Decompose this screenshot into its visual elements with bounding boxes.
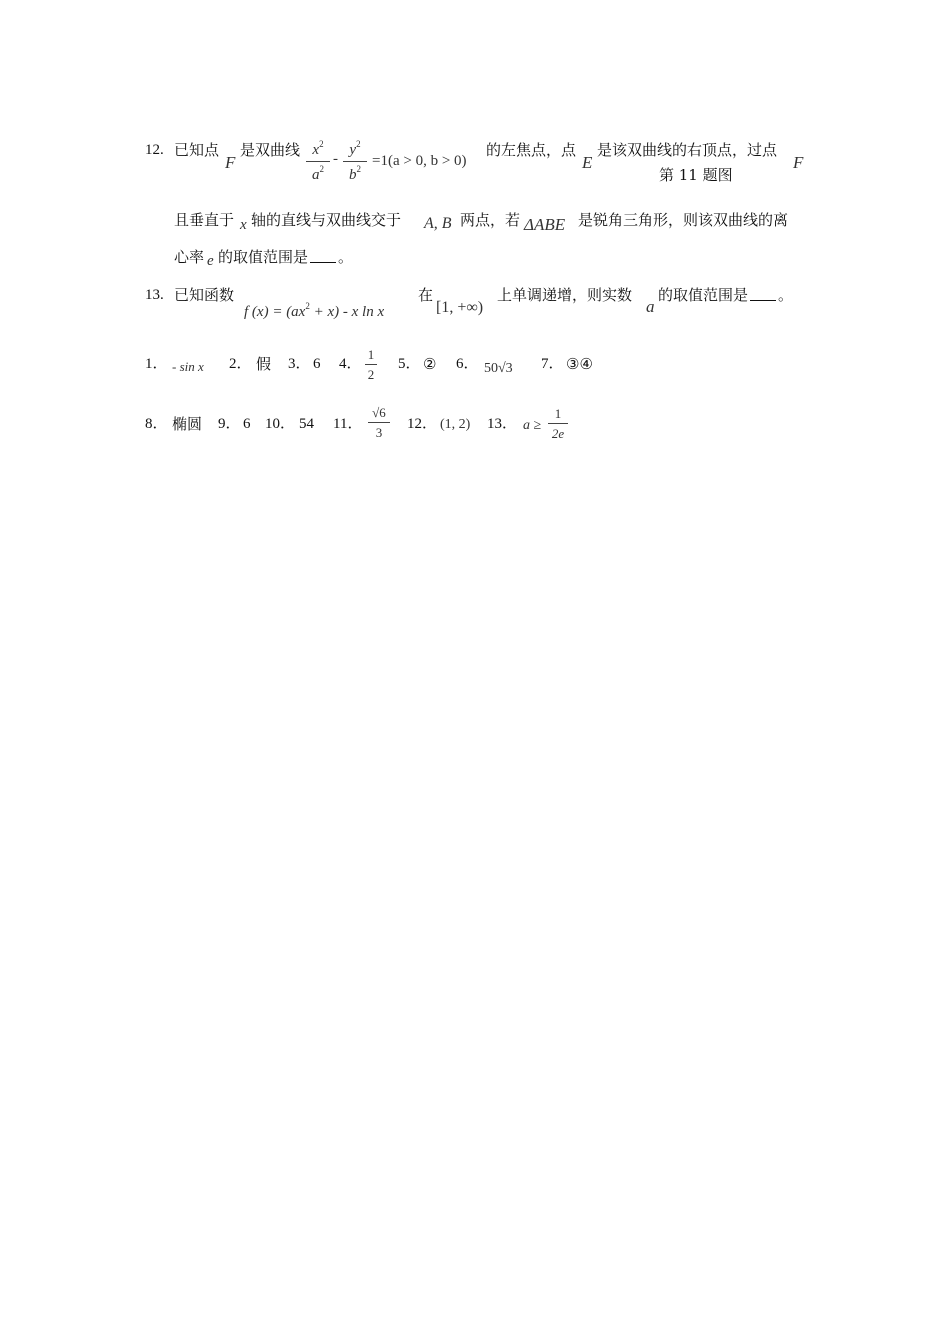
answer-2-label: 2． — [229, 356, 252, 372]
q13-text-known-func: 已知函数 — [174, 286, 235, 304]
answer-6-label: 6． — [456, 356, 479, 372]
q12-text-eccentricity: 心率 — [174, 248, 205, 266]
answer-3-label: 3． — [288, 356, 311, 372]
answer-4-denominator: 2 — [367, 367, 375, 382]
answer-9-label: 9． — [218, 416, 241, 432]
q12-text-range: 的取值范围是 。 — [218, 248, 354, 266]
answer-4-fraction — [365, 348, 377, 381]
answer-5-label: 5． — [398, 356, 421, 372]
q13-answer-blank — [750, 300, 776, 301]
q13-a: a — [646, 297, 655, 316]
q12-text-known-point: 已知点 — [174, 141, 220, 159]
answer-12-label: 12． — [407, 416, 438, 432]
answer-12-value: (1, 2) — [440, 417, 471, 432]
q12-text-acute: 是锐角三角形，则该双曲线的离 — [578, 211, 789, 229]
q12-text-perp: 且垂直于 — [174, 211, 235, 229]
answer-11-numerator: √6 — [372, 405, 386, 420]
q12-F-point: F — [793, 153, 804, 172]
q12-F: F — [225, 153, 236, 172]
q12-E: E — [582, 153, 593, 172]
q13-text-range: 的取值范围是 。 — [658, 286, 794, 304]
answer-11-fraction — [368, 406, 390, 439]
q12-points-AB: A, B — [424, 215, 452, 232]
answer-13-lhs: a ≥ — [523, 418, 542, 433]
answer-10-label: 10． — [265, 416, 296, 432]
answer-11-label: 11． — [333, 416, 363, 432]
q12-equation-condition: =1(a > 0, b > 0) — [372, 153, 467, 169]
answer-8-value: 椭圆 — [172, 415, 203, 433]
answer-13-numerator: 1 — [554, 406, 562, 421]
q12-text-two-points: 两点，若 — [460, 211, 521, 229]
q12-minus: - — [333, 151, 338, 167]
answer-1-value: - sin x — [172, 359, 204, 374]
answer-8-label: 8． — [145, 416, 168, 432]
answer-7-value: ③④ — [566, 355, 593, 373]
answer-6-value: 50√3 — [484, 361, 513, 376]
q12-answer-blank — [310, 262, 336, 263]
q13-number: 13. — [145, 287, 164, 303]
q13-text-monotone: 上单调递增，则实数 — [497, 286, 633, 304]
answer-4-numerator: 1 — [367, 347, 375, 362]
answer-13-label: 13． — [487, 416, 518, 432]
frac2-denominator: b — [349, 167, 357, 183]
q13-text-on: 在 — [418, 286, 434, 304]
answer-9-value: 6 — [243, 416, 251, 432]
answer-4-label: 4． — [339, 356, 362, 372]
q12-text-left-focus: 的左焦点，点 — [486, 141, 577, 159]
q12-text-is-hyperbola: 是双曲线 — [240, 141, 301, 159]
q12-fraction-x2-a2: $x^2$ $a^2$ — [306, 140, 330, 183]
q12-triangle-ABE: ΔABE — [524, 215, 566, 234]
frac2-numerator: y — [349, 142, 357, 158]
answer-10-value: 54 — [299, 416, 314, 432]
q12-number: 12. — [145, 142, 164, 158]
answer-5-value: ② — [423, 355, 437, 373]
answer-3-value: 6 — [313, 356, 321, 372]
answer-13-fraction — [548, 407, 568, 440]
q12-text-right-vertex: 是该双曲线的右顶点，过点 — [597, 141, 778, 159]
answer-13-denominator: 2e — [551, 426, 565, 441]
q12-x-axis: x — [240, 217, 247, 233]
figure-caption: 第 11 题图 — [659, 166, 733, 184]
q13-function: f $(x) = (ax^2 + x) - x$ ln x — [244, 301, 385, 320]
q12-text-axis-line: 轴的直线与双曲线交于 — [251, 211, 402, 229]
answer-1-label: 1． — [145, 356, 168, 372]
answer-11-denominator: 3 — [375, 425, 383, 440]
frac1-numerator: x — [312, 142, 320, 158]
q13-interval: [1, +∞) — [436, 299, 484, 316]
frac1-denominator: a — [312, 167, 320, 183]
q12-e: e — [207, 253, 214, 269]
answer-2-value: 假 — [256, 355, 272, 373]
answer-7-label: 7． — [541, 356, 564, 372]
q12-fraction-y2-b2: $y^2$ $b^2$ — [343, 140, 367, 183]
